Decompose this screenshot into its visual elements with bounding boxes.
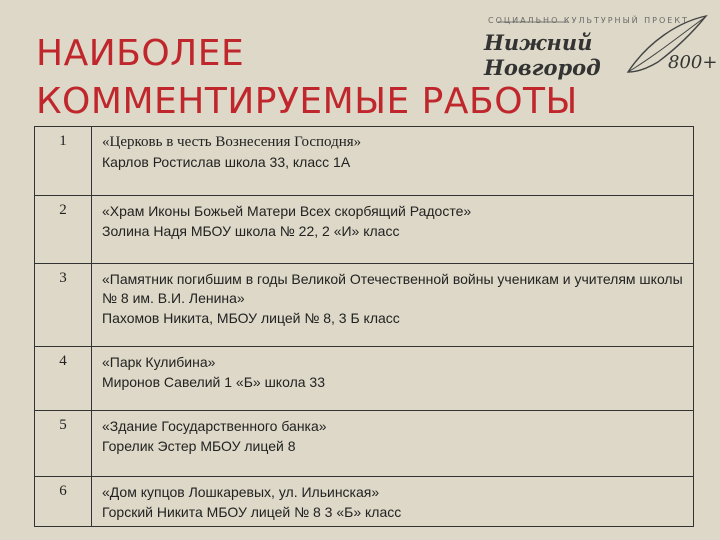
work-author: Горский Никита МБОУ лицей № 8 3 «Б» класс	[102, 504, 402, 520]
row-number: 4	[59, 353, 67, 369]
page-title-line-2: КОММЕНТИРУЕМЫЕ РАБОТЫ	[36, 81, 578, 122]
row-description-cell	[92, 127, 694, 196]
work-title: «Памятник погибшим в годы Великой Отечественной войны ученикам и учителям школы № 8 им. В.И. Ленина»	[102, 271, 683, 306]
logo-subtitle: СОЦИАЛЬНО КУЛЬТУРНЫЙ ПРОЕКТ	[488, 16, 689, 25]
logo-name: Нижний Новгород	[484, 30, 601, 80]
row-description-cell	[92, 196, 694, 264]
row-number: 6	[59, 483, 67, 499]
work-author: Карлов Ростислав школа 33, класс 1А	[102, 154, 351, 170]
page-title-line-1: НАИБОЛЕЕ	[36, 33, 245, 74]
row-number: 2	[59, 202, 67, 218]
work-author: Пахомов Никита, МБОУ лицей № 8, 3 Б класс	[102, 310, 400, 326]
table-row	[35, 477, 694, 527]
logo-number: 800+	[668, 52, 718, 73]
row-number: 5	[59, 417, 67, 433]
table-row	[35, 347, 694, 411]
row-number-cell	[35, 127, 92, 196]
work-author: Горелик Эстер МБОУ лицей 8	[102, 438, 296, 454]
work-author: Золина Надя МБОУ школа № 22, 2 «И» класс	[102, 223, 400, 239]
work-author: Миронов Савелий 1 «Б» школа 33	[102, 374, 325, 390]
work-title: «Парк Кулибина»	[102, 354, 216, 370]
row-number-cell	[35, 196, 92, 264]
row-number-cell	[35, 347, 92, 411]
table-row	[35, 411, 694, 477]
project-logo	[478, 12, 718, 84]
table-row	[35, 264, 694, 347]
row-description-cell	[92, 477, 694, 527]
row-number-cell	[35, 477, 92, 527]
table-row	[35, 196, 694, 264]
works-table	[34, 126, 694, 527]
row-description-cell	[92, 347, 694, 411]
work-title: «Церковь в честь Вознесения Господня»	[102, 134, 362, 150]
work-title: «Храм Иконы Божьей Матери Всех скорбящий Радосте»	[102, 203, 472, 219]
row-description-cell	[92, 411, 694, 477]
work-title: «Здание Государственного банка»	[102, 418, 327, 434]
row-number-cell	[35, 411, 92, 477]
row-description-cell	[92, 264, 694, 347]
row-number: 1	[59, 133, 67, 149]
work-title: «Дом купцов Лошкаревых, ул. Ильинская»	[102, 484, 380, 500]
row-number-cell	[35, 264, 92, 347]
row-number: 3	[59, 270, 67, 286]
table-row	[35, 127, 694, 196]
